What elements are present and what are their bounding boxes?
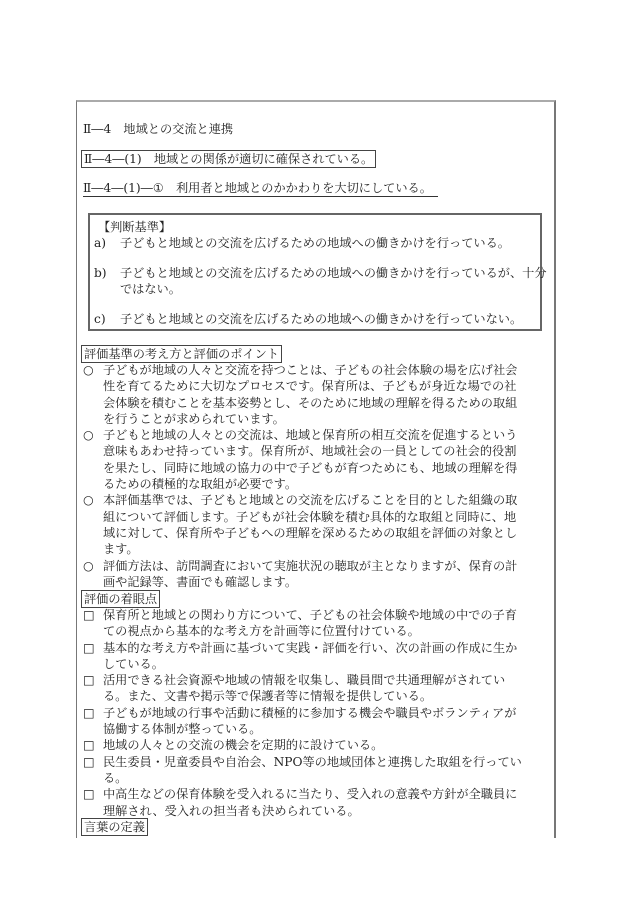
points-list — [83, 362, 523, 590]
list-item: □ 民生委員・児童委員や自治会、NPO等の地域団体と連携した取組を行っている。 — [83, 754, 522, 785]
criteria-a-text: 子どもと地域との交流を広げるための地域への働きかけを行っている。 — [120, 236, 510, 250]
criteria-b-label: b) — [94, 266, 107, 280]
checkbox-icon: □ — [83, 754, 95, 769]
viewpoints-heading: 評価の着眼点 — [81, 590, 160, 608]
list-item: ○ 本評価基準では、子どもと地域との交流を広げることを目的とした組織の取組について評価します。子どもが社会体験を積む具体的な取組と同時に、地域に対して、保育所や子どもへの理解を深めるための取組を評価の対象とします。 — [83, 493, 518, 557]
checkbox-icon: □ — [83, 608, 95, 622]
criteria-b-text: 子どもと地域との交流を広げるための地域への働きかけを行っているが、十分 — [120, 266, 547, 280]
checkbox-icon: □ — [83, 673, 95, 688]
points-heading: 評価基準の考え方と評価のポイント — [81, 345, 282, 363]
criteria-b-text-cont: ではない。 — [120, 282, 181, 296]
criteria-heading: 【判断基準】 — [98, 220, 172, 234]
list-item: □ 子どもが地域の行事や活動に積極的に参加する機会や職員やボランティアが協働する体制が整っている。 — [83, 705, 517, 737]
circle-marker-icon: ○ — [83, 493, 94, 508]
subsection-heading: Ⅱ―4―(1) 地域との関係が適切に確保されている。 — [81, 150, 376, 168]
checkbox-icon: □ — [83, 738, 95, 753]
checkbox-icon: □ — [83, 640, 95, 655]
list-item: ○ 子どもが地域の人々と交流を持つことは、子どもの社会体験の場を広げ社会性を育てるために大切なプロセスです。保育所は、子どもが身近な場での社会体験を積むことを基本姿勢とし、そのために地域の理解を得るための取組を行うことが求められています。 — [83, 363, 518, 426]
circle-marker-icon: ○ — [83, 363, 94, 377]
checkbox-icon: □ — [83, 787, 95, 802]
checkbox-icon: □ — [83, 705, 95, 720]
criteria-box — [88, 213, 547, 331]
circle-marker-icon: ○ — [83, 558, 94, 573]
criteria-a-label: a) — [94, 236, 107, 250]
circle-marker-icon: ○ — [83, 428, 94, 443]
list-item: □ 中高生などの保育体験を受入れるに当たり、受入れの意義や方針が全職員に理解され、受入れの担当者も決められている。 — [83, 787, 518, 818]
section-title: Ⅱ―4 地域との交流と連携 — [83, 122, 234, 136]
item-title: Ⅱ―4―(1)―① 利用者と地域とのかかわりを大切にしている。 — [83, 180, 438, 197]
criteria-c-text: 子どもと地域との交流を広げるための地域への働きかけを行っていない。 — [120, 312, 523, 326]
criteria-c-label: c) — [94, 312, 106, 326]
list-item: □ 保育所と地域との関わり方について、子どもの社会体験や地域の中での子育ての視点から基本的な考え方を計画等に位置付けている。 — [83, 608, 517, 639]
list-item: □ 活用できる社会資源や地域の情報を収集し、職員間で共通理解がされている。また、文書や掲示等で保護者等に情報を提供している。 — [83, 673, 506, 704]
list-item: ○ 評価方法は、訪問調査において実施状況の聴取が主となりますが、保育の計画や記録等、書面でも確認します。 — [83, 558, 518, 589]
list-item: ○ 子どもと地域の人々との交流は、地域と保育所の相互交流を促進するという意味もあわせ持っています。保育所が、地域社会の一員としての社会的役割を果たし、同時に地域の協力の中で子どもが育つためにも、地域の理解を得るための積極的な取組が必要です。 — [83, 428, 518, 492]
list-item: □ 基本的な考え方や計画に基づいて実践・評価を行い、次の計画の作成に生かしている。 — [83, 640, 518, 671]
viewpoints-list — [83, 607, 523, 819]
list-item: □ 地域の人々との交流の機会を定期的に設けている。 — [83, 738, 384, 753]
definitions-heading: 言葉の定義 — [81, 818, 148, 836]
